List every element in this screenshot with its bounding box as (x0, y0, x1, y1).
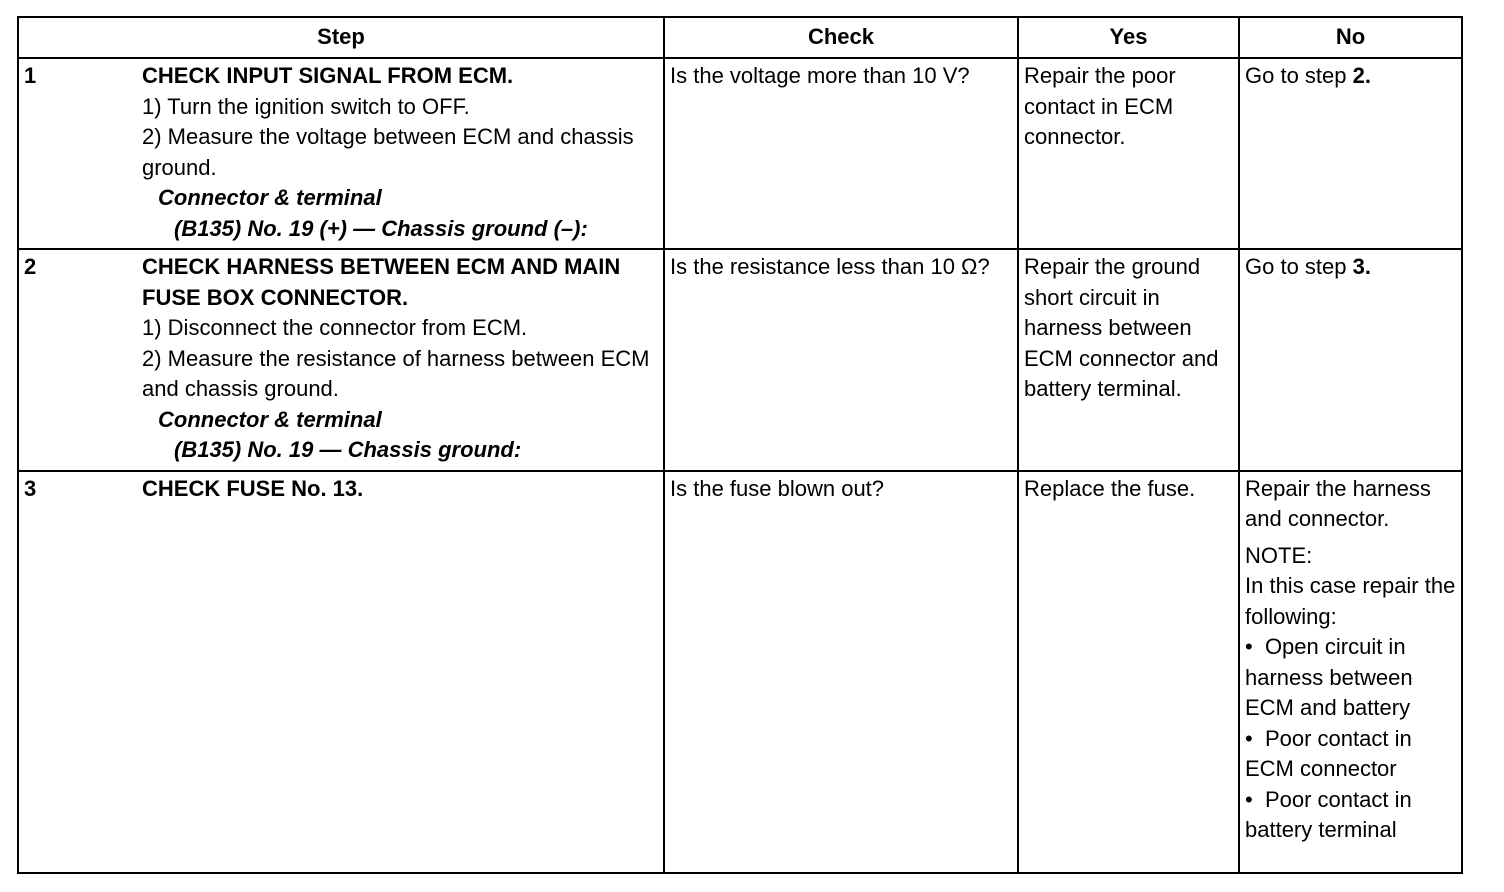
diagnostic-table (17, 16, 1463, 874)
connector-label: Connector & terminal (158, 406, 382, 432)
step-cell (18, 58, 664, 249)
step-instruction: 2) Measure the voltage between ECM and chassis ground. (142, 124, 634, 180)
table-row (18, 58, 1462, 249)
check-cell: Is the resistance less than 10 Ω? (664, 249, 1018, 471)
header-row (18, 17, 1462, 58)
note-text: In this case repair the following: (1245, 573, 1456, 629)
connector-label: Connector & terminal (158, 185, 382, 210)
note-bullet: • Poor contact in ECM connector (1245, 724, 1456, 785)
yes-cell: Replace the fuse. (1018, 471, 1239, 874)
header-step: Step (18, 17, 664, 58)
no-cell (1239, 471, 1462, 874)
step-number: 1 (24, 63, 37, 88)
connector-value: (B135) No. 19 (+) — Chassis ground (–): (174, 215, 588, 241)
step-body (142, 252, 658, 466)
yes-cell: Repair the poor contact in ECM connector. (1018, 58, 1239, 249)
note-heading: NOTE: (1245, 542, 1313, 568)
step-title: CHECK INPUT SIGNAL FROM ECM. (142, 63, 514, 88)
no-cell (1239, 249, 1462, 471)
step-cell (18, 249, 664, 471)
no-step-ref: 3. (1352, 254, 1371, 279)
header-yes: Yes (1018, 17, 1239, 58)
table-row (18, 249, 1462, 471)
step-body (142, 474, 658, 505)
no-prefix: Go to step (1245, 254, 1353, 279)
step-cell (18, 471, 664, 874)
check-cell: Is the fuse blown out? (664, 471, 1018, 874)
header-no: No (1239, 17, 1462, 58)
check-cell: Is the voltage more than 10 V? (664, 58, 1018, 249)
connector-value: (B135) No. 19 — Chassis ground: (174, 437, 522, 462)
step-title: CHECK FUSE No. 13. (142, 475, 364, 501)
step-instruction: 1) Turn the ignition switch to OFF. (142, 93, 470, 119)
yes-cell: Repair the ground short circuit in harness between ECM connector and battery terminal. (1018, 249, 1239, 471)
step-instruction: 1) Disconnect the connector from ECM. (142, 315, 528, 340)
step-instruction: 2) Measure the resistance of harness between ECM and chassis ground. (142, 345, 650, 401)
note-bullet: • Open circuit in harness between ECM and battery (1245, 632, 1456, 724)
no-main-text: Repair the harness and connector. (1245, 475, 1431, 531)
no-cell (1239, 58, 1462, 249)
step-number: 3 (24, 475, 37, 501)
no-step-ref: 2. (1352, 63, 1371, 88)
table-row (18, 471, 1462, 874)
step-body (142, 61, 658, 244)
header-check: Check (664, 17, 1018, 58)
step-title: CHECK HARNESS BETWEEN ECM AND MAIN FUSE BOX CONNECTOR. (142, 254, 621, 310)
note-bullet: • Poor contact in battery terminal (1245, 785, 1456, 846)
no-prefix: Go to step (1245, 63, 1353, 88)
step-number: 2 (24, 254, 37, 279)
